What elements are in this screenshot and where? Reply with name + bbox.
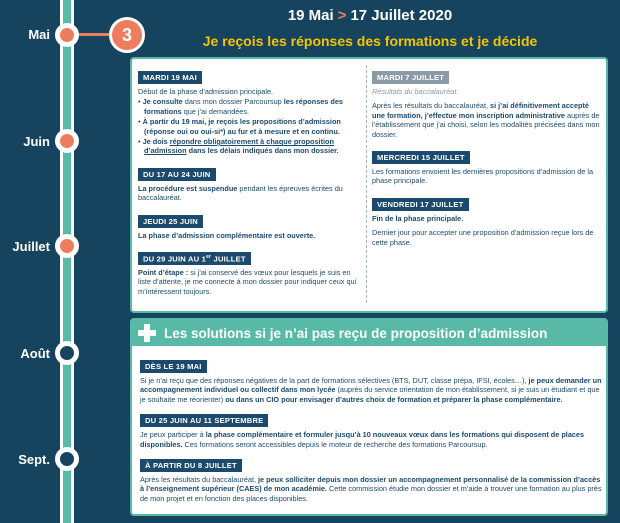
timeline-dot-sept	[55, 447, 79, 471]
date-tag: DU 25 JUIN AU 11 SEPTEMBRE	[140, 414, 268, 427]
month-label-aout: Août	[20, 346, 50, 361]
section-title: Je reçois les réponses des formations et je décide	[202, 33, 538, 49]
solutions-body	[140, 354, 602, 507]
date-tag: À PARTIR DU 8 JUILLET	[140, 459, 242, 472]
date-tag: MARDI 7 JUILLET	[372, 71, 449, 84]
date-tag: DU 17 AU 24 JUIN	[138, 168, 216, 181]
solutions-panel	[130, 318, 608, 516]
accompaniment-text: Si je n’ai reçu que des réponses négatives de la part de formations sélectives (BTS, DUT, classe prépa, IFSI, écoles…), je peux demander un accompagnement individuel ou collectif dans mon lycée (auprès du service orientation de mon établissement, si je suis un étudiant et que je souhaite me réorienter) ou dans un CIO pour envisager d’autres choix de formation et préparer la phase complémentaire.	[140, 376, 602, 404]
block-a-partir-8-juillet	[140, 453, 602, 503]
registration-text: Après les résultats du baccalauréat, si j’ai définitivement accepté une formation, j’effectue mon inscription administrative auprès de l’établissement que j’ai choisi, selon les modalités précisées dans mon dossier.	[372, 101, 600, 139]
date-tag: VENDREDI 17 JUILLET	[372, 198, 469, 211]
date-tag: MARDI 19 MAI	[138, 71, 202, 84]
solutions-header	[132, 320, 606, 346]
block-mardi-7-juillet	[372, 65, 602, 139]
intro-text: Début de la phase d’admission principale.	[138, 87, 274, 96]
last-proposals-text: Les formations envoient les dernières propositions d’admission de la phase principale.	[372, 167, 594, 186]
block-mercredi-15-juillet	[372, 145, 602, 186]
checkpoint-text: Point d’étape : si j’ai conservé des vœux pour lesquels je suis en liste d’attente, je me connecte à mon dossier pour indiquer ceux qui m’intéressent toujours.	[138, 268, 357, 296]
bac-results-note: Résultats du baccalauréat.	[372, 87, 459, 96]
timeline-dot-juin	[55, 129, 79, 153]
block-des-19-mai	[140, 354, 602, 404]
end-phase-text: Fin de la phase principale.	[372, 213, 464, 223]
left-column	[138, 65, 364, 302]
timeline-dot-juillet	[55, 234, 79, 258]
month-label-sept: Sept.	[18, 452, 50, 467]
caes-text: Après les résultats du baccalauréat, je peux solliciter depuis mon dossier un accompagnement personnalisé de la commission d’accès à l’enseignement supérieur (CAES) de mon académie. Cette commission étudie mon dossier et m’aide à trouver une formation au plus près de mon projet et en fonction des places disponibles.	[140, 475, 602, 503]
bullet-propositions: • À partir du 19 mai, je reçois les propositions d’admission (réponse oui ou oui-si*) au fur et à mesure et en continu.	[138, 117, 341, 136]
timeline-dot-aout	[55, 341, 79, 365]
date-tag: JEUDI 25 JUIN	[138, 215, 203, 228]
date-start: 19 Mai	[287, 7, 334, 24]
block-29-juin-1-juillet	[138, 246, 364, 296]
solutions-title: Les solutions si je n’ai pas reçu de proposition d’admission	[164, 325, 548, 341]
calendar-panel	[130, 57, 608, 313]
block-25-juin-11-septembre	[140, 408, 602, 449]
date-arrow: >	[337, 7, 347, 24]
suspension-text: La procédure est suspendue pendant les épreuves écrites du baccalauréat.	[138, 183, 343, 203]
last-day-text: Dernier jour pour accepter une proposition d’admission reçue lors de cette phase.	[372, 228, 594, 247]
bullet-consult: • Je consulte dans mon dossier Parcoursup les réponses des formations que j’ai demandées.	[138, 97, 343, 116]
step-connector	[79, 33, 111, 36]
block-17-24-juin	[138, 162, 364, 203]
block-vendredi-17-juillet	[372, 192, 602, 247]
date-tag: DU 29 JUIN AU 1er JUILLET	[138, 252, 251, 266]
date-tag: MERCREDI 15 JUILLET	[372, 151, 470, 164]
bullet-respond: • Je dois répondre obligatoirement à chaque proposition d’admission dans les délais indiqués dans mon dossier.	[138, 137, 339, 156]
block-mardi-19-mai	[138, 65, 364, 156]
date-range-heading	[150, 7, 590, 24]
month-label-mai: Mai	[28, 27, 50, 42]
month-label-juin: Juin	[23, 134, 50, 149]
month-label-juillet: Juillet	[12, 239, 50, 254]
right-column	[372, 65, 602, 253]
date-tag: DÈS LE 19 MAI	[140, 360, 207, 373]
date-end: 17 Juillet 2020	[350, 7, 453, 24]
block-jeudi-25-juin	[138, 209, 364, 240]
timeline-rail	[60, 0, 74, 523]
timeline-dot-mai	[55, 23, 79, 47]
column-separator	[366, 65, 367, 303]
complementary-open-text: La phase d’admission complémentaire est ouverte.	[138, 230, 316, 240]
puzzle-plus-icon	[136, 322, 158, 344]
step-number-badge: 3	[109, 17, 145, 53]
complementary-phase-text: Je peux participer à la phase complémentaire et formuler jusqu’à 10 nouveaux vœux dans les formations qui disposent de places disponibles. Ces formations seront accessibles depuis le moteur de recherche des formations Parcoursup.	[140, 430, 585, 449]
